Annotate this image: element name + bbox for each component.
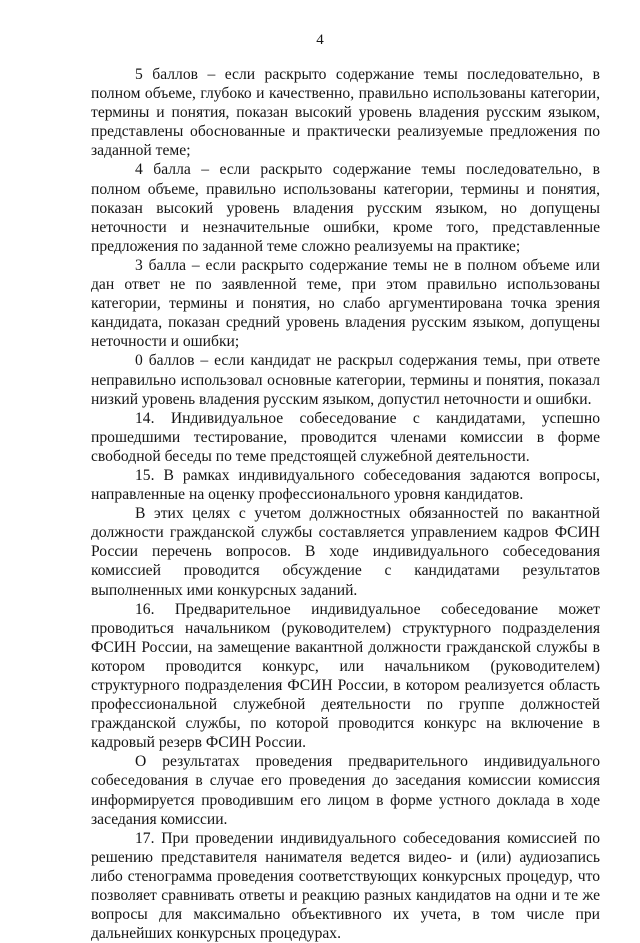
paragraph-score-3: 3 балла – если раскрыто содержание темы не в полном объеме или дан ответ не по заявленной теме, при этом правильно использованы категории, термины и понятия, но слабо аргументирована точка зрения кандидата, показан средний уровень владения русским языком, допущены неточности и ошибки; [91, 256, 600, 351]
paragraph-score-5: 5 баллов – если раскрыто содержание темы последовательно, в полном объеме, глубоко и качественно, правильно использованы категории, термины и понятия, показан высокий уровень владения русским языком, представлены обоснованные и практически реализуемые предложения по заданной теме; [91, 66, 600, 160]
paragraph-item-17: 17. При проведении индивидуального собеседования комиссией по решению представителя нанимателя ведется видео- и (или) аудиозапись либо стенограмма проведения соответствующих конкурсных процедур, что позволяет сравнивать ответы и реакцию разных кандидатов на одни и те же вопросы для максимально объективного их учета, в том числе при дальнейших конкурсных процедурах. [91, 829, 600, 943]
page-number: 4 [316, 32, 324, 48]
paragraph-item-16: 16. Предварительное индивидуальное собеседование может проводиться начальником (руководителем) структурного подразделения ФСИН России, на замещение вакантной должности гражданской службы в котором проводится конкурс, или начальником (руководителем) структурного подразделения ФСИН России, в котором реализуется область профессиональной служебной деятельности по группе должностей гражданской службы, по которой проводится конкурс на включение в кадровый резерв ФСИН России. [91, 600, 600, 752]
paragraph-score-4: 4 балла – если раскрыто содержание темы последовательно, в полном объеме, правильно использованы категории, термины и понятия, показан высокий уровень владения русским языком, но допущены неточности и незначительные ошибки, кроме того, представленные предложения по заданной теме сложно реализуемы на практике; [91, 161, 600, 255]
document-body [91, 65, 600, 943]
paragraph-item-15: 15. В рамках индивидуального собеседования задаются вопросы, направленные на оценку профессионального уровня кандидатов. [91, 466, 600, 504]
paragraph-preliminary-results: О результатах проведения предварительного индивидуального собеседования в случае его проведения до заседания комиссии комиссия информируется проводившим его лицом в форме устного доклада в ходе заседания комиссии. [91, 753, 600, 828]
paragraph-item-14: 14. Индивидуальное собеседование с кандидатами, успешно прошедшими тестирование, проводится членами комиссии в форме свободной беседы по теме предстоящей служебной деятельности. [91, 409, 600, 465]
paragraph-score-0: 0 баллов – если кандидат не раскрыл содержания темы, при ответе неправильно использовал основные категории, термины и понятия, показал низкий уровень владения русским языком, допустил неточности и ошибки. [91, 352, 600, 408]
paragraph-question-list: В этих целях с учетом должностных обязанностей по вакантной должности гражданской службы составляется управлением кадров ФСИН России перечень вопросов. В ходе индивидуального собеседования комиссией проводится обсуждение с кандидатами результатов выполненных ими конкурсных заданий. [91, 505, 600, 599]
